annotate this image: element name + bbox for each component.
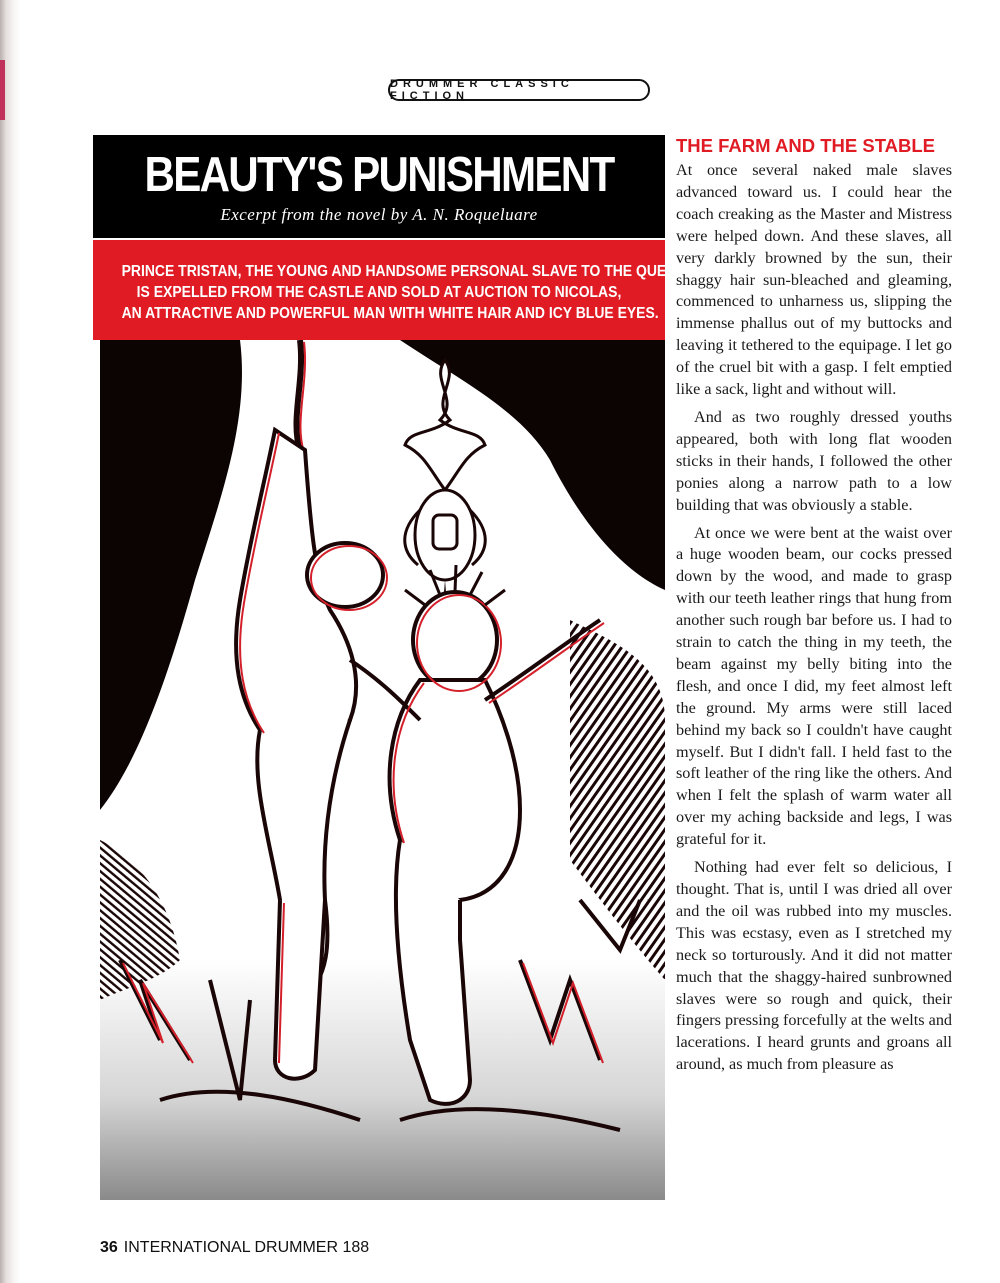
ink-illustration <box>100 340 665 1200</box>
article-column <box>676 133 952 1076</box>
article-heading: THE FARM AND THE STABLE <box>676 135 935 156</box>
teaser-banner <box>93 240 690 340</box>
article-paragraph: Nothing had ever felt so delicious, I thought. That is, until I was dried all over and the oil was rubbed into my muscles. This was ecstasy, even as I stretched my neck so torturously. And it did not matter much that the shaggy-haired sunbrowned slaves were so rough and quick, their fingers pressing forcefully at the welts and lacerations. I heard grunts and groans all around, as much from pleasure as <box>676 858 953 1074</box>
publication-name: INTERNATIONAL DRUMMER 188 <box>123 1239 370 1256</box>
section-header: DRUMMER CLASSIC FICTION <box>388 79 650 101</box>
page-footer <box>100 1239 369 1257</box>
page-number: 36 <box>100 1239 118 1256</box>
illustration-art <box>100 340 665 1200</box>
page-binding-edge <box>0 0 20 1283</box>
title-block <box>93 135 665 238</box>
article-paragraph: At once we were bent at the waist over a huge wooden beam, our cocks pressed down by the wood, and made to grasp with our teeth leather rings that hung from another such rough bar before us. I had to strain to catch the thing in my teeth, the beam against my belly biting into the flesh, and once I did, my feet almost left the ground. My arms were still laced behind my back so I couldn't have caught myself. But I didn't fall. I held fast to the soft leather of the ring like the others. And when I felt the splash of warm water all over my aching backside and legs, I was grateful for it. <box>676 523 952 849</box>
article-paragraph: At once several naked male slaves advanced toward us. I could hear the coach creaking as the Master and Mistress were helped down. And these slaves, all very darkly browned by the sun, their shaggy hair sun-bleached and gleaming, commenced to unharness us, slipping the immense phallus out of my buttocks and leaving it tethered to the equipage. I let go of the cruel bit with a gasp. I felt emptied like a sack, light and without will. <box>676 161 952 399</box>
page-tab-marker <box>0 60 5 120</box>
article-paragraph: And as two roughly dressed youths appeared, both with long flat wooden sticks in their hands, I followed the other ponies along a narrow path to a low building that was obviously a stable. <box>676 407 952 514</box>
story-title: BEAUTY'S PUNISHMENT <box>144 148 614 202</box>
story-byline: Excerpt from the novel by A. N. Roqueluare <box>220 205 538 224</box>
teaser-line: PRINCE TRISTAN, THE YOUNG AND HANDSOME PERSONAL SLAVE TO THE QUEEN, <box>121 263 690 280</box>
teaser-line: IS EXPELLED FROM THE CASTLE AND SOLD AT AUCTION TO NICOLAS, <box>136 284 622 301</box>
teaser-line: AN ATTRACTIVE AND POWERFUL MAN WITH WHITE HAIR AND ICY BLUE EYES. <box>121 305 659 322</box>
